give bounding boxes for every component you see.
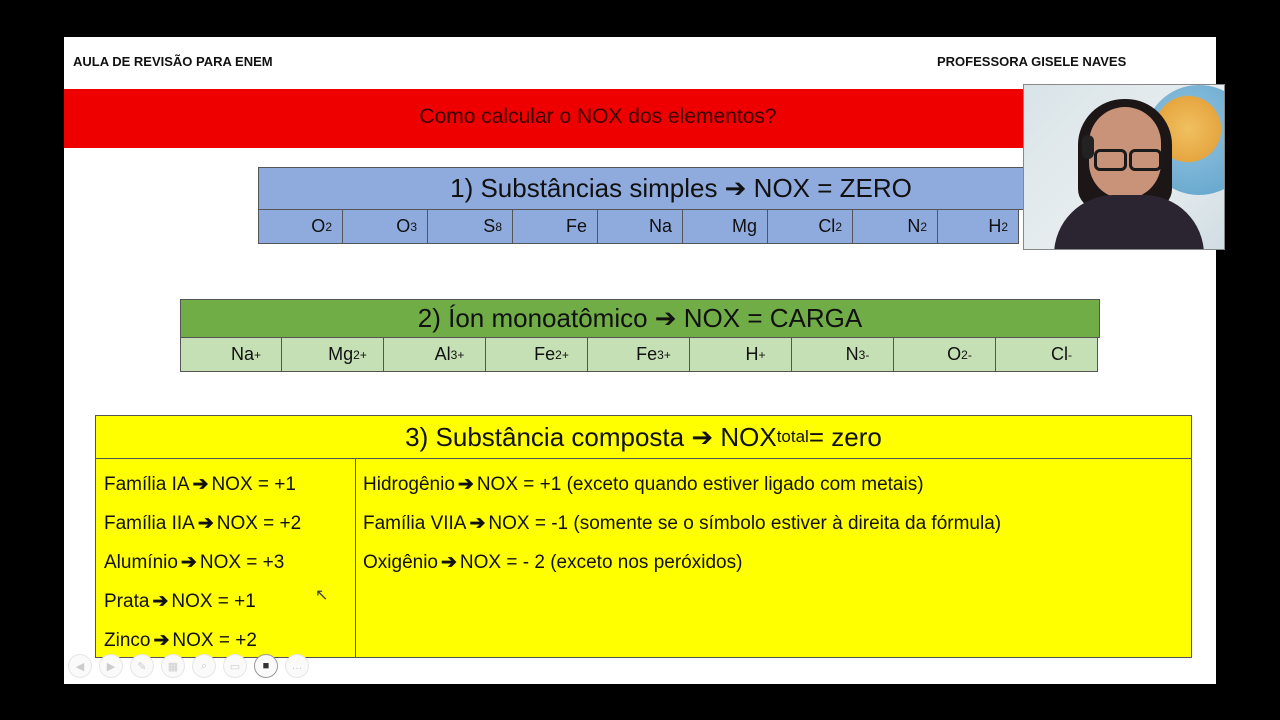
element-symbol: H (988, 216, 1002, 236)
rule-subject: Hidrogênio (363, 474, 455, 495)
element-symbol: Na (648, 216, 672, 236)
ion-cell: Fe 2+ (486, 338, 588, 372)
element-symbol: S (483, 216, 496, 236)
element-symbol: O (396, 216, 411, 236)
teacher-name: PROFESSORA GISELE NAVES (937, 54, 1127, 69)
arrow-icon: ➔ (441, 552, 457, 573)
next-icon[interactable]: ▶ (99, 654, 123, 678)
rule-value: NOX = +1 (211, 474, 296, 495)
ion-cell: N 3- (792, 338, 894, 372)
presenter-body (1054, 195, 1204, 250)
section3-right-rules (356, 459, 1191, 657)
element-symbol: N (907, 216, 921, 236)
rule-value: NOX = -1 (somente se o símbolo estiver à direita da fórmula) (488, 513, 1002, 534)
rule-line (104, 629, 257, 652)
element-symbol: Cl (818, 216, 836, 236)
rule-value: NOX = +1 (exceto quando estiver ligado com metais) (476, 474, 924, 495)
ion-cell: H + (690, 338, 792, 372)
ion-symbol: Na (230, 344, 254, 364)
glasses-icon (1094, 149, 1160, 167)
rule-value: NOX = +2 (172, 630, 257, 651)
rule-value: NOX = - 2 (exceto nos peróxidos) (459, 552, 743, 573)
rule-line (363, 512, 1001, 535)
section-compound-substances (95, 415, 1192, 658)
element-cell: H 2 (938, 210, 1019, 244)
arrow-icon: ➔ (153, 630, 170, 651)
rule-line (104, 512, 301, 535)
arrow-icon: ➔ (457, 474, 474, 495)
webcam-overlay (1023, 84, 1225, 250)
rule-subject: Prata (104, 591, 150, 612)
zoom-icon[interactable]: ⌕ (192, 654, 216, 678)
section3-title: 3) Substância composta ➔ NOX total = zero (96, 416, 1191, 459)
ion-cell: Fe 3+ (588, 338, 690, 372)
arrow-icon: ➔ (152, 591, 169, 612)
section3-title-prefix: 3) Substância composta ➔ NOX (405, 421, 777, 452)
rule-subject: Alumínio (104, 552, 178, 573)
ion-cell: Cl - (996, 338, 1098, 372)
section1-row (258, 210, 1104, 244)
element-symbol: Mg (731, 216, 757, 236)
more-icon[interactable]: … (285, 654, 309, 678)
rule-subject: Família IIA (104, 513, 195, 534)
element-cell (683, 210, 768, 244)
arrow-icon: ➔ (192, 474, 209, 495)
rule-line (363, 473, 924, 496)
ion-symbol: Cl (1051, 344, 1068, 364)
rule-line (104, 473, 296, 496)
element-cell: O 2 (258, 210, 343, 244)
ion-symbol: Fe (534, 344, 556, 364)
element-cell: Cl 2 (768, 210, 853, 244)
section1-title: 1) Substâncias simples ➔ NOX = ZERO (258, 167, 1104, 210)
ion-symbol: N (845, 344, 859, 364)
presentation-toolbar (68, 654, 309, 678)
subtitle-icon[interactable]: ▭ (223, 654, 247, 678)
rule-subject: Família VIIA (363, 513, 467, 534)
ion-symbol: Al (434, 344, 451, 364)
section3-left-rules (96, 459, 356, 657)
ion-cell: Al 3+ (384, 338, 486, 372)
headset-icon (1082, 135, 1094, 159)
section2-row (180, 338, 1100, 372)
element-cell: N 2 (853, 210, 938, 244)
pen-icon[interactable]: ✎ (130, 654, 154, 678)
banner-title: Como calcular o NOX dos elementos? (419, 105, 777, 128)
ion-cell: O 2- (894, 338, 996, 372)
element-cell (513, 210, 598, 244)
prev-icon[interactable]: ◀ (68, 654, 92, 678)
section-simple-substances (258, 167, 1104, 244)
section2-title: 2) Íon monoatômico ➔ NOX = CARGA (180, 299, 1100, 338)
ion-cell: Na + (180, 338, 282, 372)
ion-symbol: O (947, 344, 962, 364)
course-title: AULA DE REVISÃO PARA ENEM (73, 54, 273, 69)
rule-subject: Família IA (104, 474, 190, 495)
element-cell: S 8 (428, 210, 513, 244)
slides-icon[interactable]: ▦ (161, 654, 185, 678)
element-symbol: O (311, 216, 326, 236)
element-cell: O 3 (343, 210, 428, 244)
rule-subject: Oxigênio (363, 552, 438, 573)
ion-symbol: Mg (328, 344, 354, 364)
arrow-icon: ➔ (469, 513, 486, 534)
rule-value: NOX = +3 (199, 552, 285, 573)
arrow-icon: ➔ (180, 552, 197, 573)
mouse-cursor-icon: ↖ (315, 587, 329, 604)
element-symbol: Fe (565, 216, 587, 236)
ion-symbol: Fe (636, 344, 658, 364)
rule-line (104, 551, 284, 574)
rule-line (363, 551, 742, 574)
ion-cell: Mg 2+ (282, 338, 384, 372)
arrow-icon: ➔ (197, 513, 214, 534)
section3-title-suffix: = zero (808, 421, 882, 452)
rule-subject: Zinco (104, 630, 151, 651)
rule-line (104, 590, 256, 613)
element-cell (598, 210, 683, 244)
rule-value: NOX = +2 (216, 513, 302, 534)
section-monoatomic-ions (180, 299, 1100, 372)
ion-symbol: H (745, 344, 759, 364)
rule-value: NOX = +1 (171, 591, 256, 612)
camera-icon[interactable]: ■ (254, 654, 278, 678)
